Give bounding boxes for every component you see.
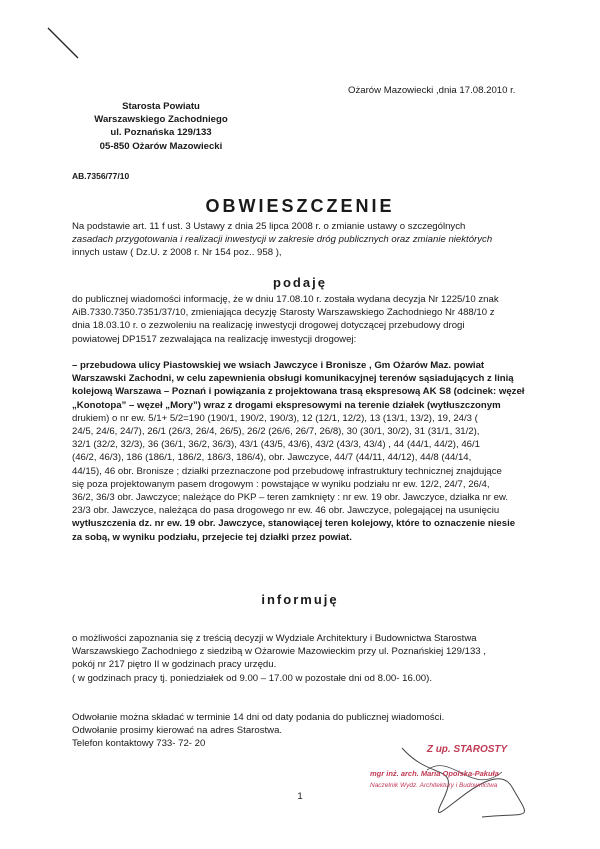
sender-line: 05-850 Ożarów Mazowiecki [99, 140, 223, 152]
text-line: 23/3 obr. Jawczyce, należąca do pasa drogowego nr ew. 46 obr. Jawczyce, polegającej na usunięciu [72, 505, 500, 517]
investment-paragraph [72, 359, 528, 544]
place-date: Ożarów Mazowiecki ,dnia 17.08.2010 r. [348, 85, 516, 96]
text-line: pokój nr 217 piętro II w godzinach pracy urzędu. [72, 659, 277, 671]
stamp-line: Naczelnik Wydz. Architektury i Budownictwa [370, 782, 498, 789]
pen-stroke-mark [46, 26, 80, 60]
text-line: 32/1 (32/2, 32/3), 36 (36/1, 36/2, 36/3), 43/1 (43/5, 43/6), 43/2 (43/3, 43/4) , 44 (44/1, 44/2), 46/1 [72, 439, 481, 451]
text-line: wytłuszczenia dz. nr ew. 19 obr. Jawczyce, stanowiącej teren kolejowy, które to oznaczenie niesie [72, 518, 516, 530]
text-line: Odwołanie można składać w terminie 14 dni od daty podania do publicznej wiadomości. [72, 712, 445, 723]
text-line: dnia 18.03.10 r. o zezwoleniu na realizację inwestycji drogowej dotyczącej przebudowy drogi [72, 320, 465, 332]
text-line: powiatowej DP1517 zezwalająca na realizację inwestycji drogowej: [72, 333, 357, 345]
notice-paragraph [72, 293, 528, 346]
stamp-line: mgr inż. arch. Maria Opolska-Pakuła [370, 769, 499, 778]
approval-stamp [392, 744, 542, 755]
text-line: się poza projektowanym pasem drogowym : powstające w wyniku podziału nr ew. 12/2, 24/7, 26/4, [72, 478, 490, 490]
stamp-line: Z up. STAROSTY [426, 744, 508, 755]
text-line: 36/2, 36/3 obr. Jawczyce; należące do PKP – teren zamknięty : nr ew. 19 obr. Jawczyce, działka nr ew. [72, 492, 509, 504]
stamp-details [370, 768, 570, 792]
page-number: 1 [297, 791, 303, 802]
sender-address [86, 100, 236, 153]
heading-informuje: informuję [261, 592, 339, 607]
text-line: kolejową Warszawa – Poznań i powiązania z projektowana trasą ekspresową AK S8 (odcinek: węzeł [72, 386, 525, 398]
text-line: 24/5, 24/6, 24/7), 26/1 (26/3, 26/4, 26/5), 26/2 (26/6, 26/7, 26/8), 30 (30/1, 30/2), 31 (31/1, 31/2), [72, 426, 480, 438]
text-line: Na podstawie art. 11 f ust. 3 Ustawy z dnia 25 lipca 2008 r. o zmianie ustawy o szczególnych [72, 221, 466, 232]
text-line: Telefon kontaktowy 733- 72- 20 [72, 738, 206, 750]
text-line: Warszawski Zachodni, w celu zapewnienia obsługi komunikacyjnej terenów sąsiadujących z linią [72, 373, 514, 385]
text-line: ( w godzinach pracy tj. poniedziałek od 9.00 – 17.00 w pozostałe dni od 8.00- 16.00). [72, 672, 432, 684]
document-title: OBWIESZCZENIE [205, 196, 395, 216]
text-line: do publicznej wiadomości informację, że w dniu 17.08.10 r. została wydana decyzja Nr 1225/10 znak [72, 294, 499, 305]
sender-line: ul. Poznańska 129/133 [110, 127, 212, 139]
intro-paragraph [72, 220, 528, 260]
text-line: innych ustaw ( Dz.U. z 2008 r. Nr 154 poz.. 958 ), [72, 247, 282, 259]
case-reference: AB.7356/77/10 [72, 171, 130, 181]
text-line: zasadach przygotowania i realizacji inwestycji w zakresie dróg publicznych oraz zmianie niektórych [72, 234, 493, 246]
text-line: (46/2, 46/3), 186 (186/1, 186/2, 186/3, 186/4), obr. Jawczyce, 44/7 (44/11, 44/12), 44/8 (44/14, [72, 452, 472, 464]
heading-podaje: podaję [273, 275, 327, 290]
text-line: AiB.7330.7350.7351/37/10, zmieniająca decyzję Starosty Warszawskiego Zachodniego Nr 488/10 z [72, 307, 495, 319]
text-line: o możliwości zapoznania się z treścią decyzji w Wydziale Architektury i Budownictwa Starostwa [72, 633, 477, 644]
text-line: Odwołanie prosimy kierować na adres Starostwa. [72, 725, 283, 737]
text-line: 44/15), 46 obr. Bronisze ; działki przeznaczone pod przebudowę infrastruktury technicznej znajdujące [72, 465, 502, 477]
text-line: Warszawskiego Zachodniego z siedzibą w Ożarowie Mazowieckim przy ul. Poznańskiej 129/133 , [72, 646, 486, 658]
text-line: za sobą, w wyniku podziału, przejecie tej działki przez powiat. [72, 531, 352, 543]
text-line: drukiem) o nr ew. 5/1+ 5/2=190 (190/1, 190/2, 190/3), 12 (12/1, 12/2), 13 (13/1, 13/2), 19, 24/3 ( [72, 412, 478, 424]
text-line: – przebudowa ulicy Piastowskiej we wsiach Jawczyce i Bronisze , Gm Ożarów Maz. powiat [72, 360, 485, 371]
sender-line: Warszawskiego Zachodniego [94, 114, 228, 126]
info-paragraph [72, 632, 528, 685]
text-line: „Konotopa” – węzeł „Mory”) wraz z drogami ekspresowymi na terenie działek (wytłuszczonym [72, 399, 501, 411]
sender-line: Starosta Powiatu [122, 101, 200, 112]
